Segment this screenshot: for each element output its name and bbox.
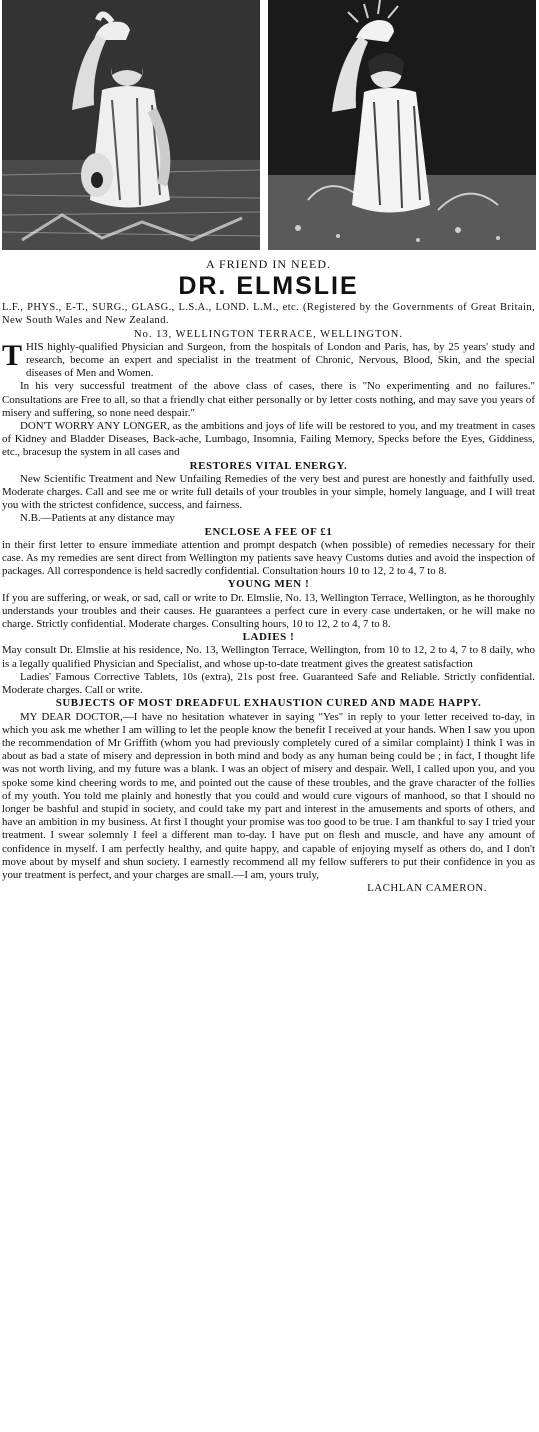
advertisement-text [2, 258, 535, 895]
fee-paragraph: in their first letter to ensure immediate attention and prompt despatch (when possible) of remedies necessary for their case. As my remedies are sent direct from Wellington my patients save heavy Customs duties and avoid the inspection of packages. All correspondence is held sacredly confidential. Consultation hours 10 to 12, 2 to 4, 7 to 8. [2, 538, 535, 578]
fee-heading: ENCLOSE A FEE OF £1 [204, 525, 333, 538]
young-men-heading: YOUNG MEN ! [227, 578, 310, 591]
tablets-paragraph: Ladies' Famous Corrective Tablets, 10s (extra), 21s post free. Guaranteed Safe and Reliable. Strictly confidential. Moderate charges. Call or write. [2, 670, 535, 697]
dont-worry-paragraph: DON'T WORRY ANY LONGER, as the ambitions and joys of life will be restored to you, and my treatment in cases of Kidney and Bladder Diseases, Back-ache, Lumbago, Insomnia, Failing Memory, Specks before the Eyes, Giddiness, etc., bracesup the system in all cases and [2, 420, 535, 459]
ladies-heading: LADIES ! [242, 631, 295, 644]
qualifications: L.F., PHYS., E-T., SURG., GLASG., L.S.A., LOND. L.M., etc. (Registered by the Governments of Great Britain, New South Wales and New Zealand. [2, 302, 535, 327]
intro-paragraph [2, 338, 535, 381]
restores-heading: RESTORES VITAL ENERGY. [189, 459, 348, 472]
left-figure-illustration [2, 0, 260, 250]
no-experimenting-paragraph: In his very successful treatment of the above class of cases, there is "No experimenting and no failures." Consultations are Free to all, so that a friendly chat either personally or by letter costs nothing, and may save you years of misery and suffering, so none need despair." [2, 380, 535, 419]
drop-cap: T [2, 338, 23, 372]
right-figure-illustration [268, 0, 536, 250]
young-men-paragraph: If you are suffering, or weak, or sad, call or write to Dr. Elmslie, No. 13, Wellington Terrace, Wellington, as he thoroughly understands your troubles and their causes. He guarantees a perfect cure in every case undertaken, or he will make no charge. Strictly confidential. Moderate charges. Consulting hours, 10 to 12, 2 to 4, 7 to 8. [2, 591, 535, 631]
doctor-name: DR. ELMSLIE [178, 272, 359, 301]
restores-paragraph: New Scientific Treatment and New Unfailing Remedies of the very best and purest are honestly and faithfully used. Moderate charges. Call and see me or write full details of your troubles in your simple, homely language, and I will treat you with the strictest confidence, success, and fairness. [2, 472, 535, 512]
address-line: No. 13, WELLINGTON TERRACE, WELLINGTON. [133, 328, 403, 340]
tagline: A FRIEND IN NEED. [206, 257, 331, 271]
intro-text: HIS highly-qualified Physician and Surgeon, from the hospitals of London and Paris, has, by 25 years' study and research, become an expert and specialist in the treatment of Chronic, Nervous, Blood, Skin, and the special diseases of Men and Women. [26, 340, 535, 380]
testimonial-heading: SUBJECTS OF MOST DREADFUL EXHAUSTION CURED AND MADE HAPPY. [55, 697, 482, 710]
illustration-row [0, 0, 539, 250]
testimonial-letter: MY DEAR DOCTOR,—I have no hesitation whatever in saying "Yes" in reply to your letter received to-day, in which you ask me whether I am willing to let the people know the benefit I received at your hands. When I saw you upon the recommendation of Mr Griffith (whom you had previously completely cured of a similar complaint) I think I was in about as bad a state of misery and depression in both mind and body as any human being could be ; in fact, I thought life was not worth living, and my future was a blank. I was an object of misery and despair. Well, I called upon you, and you spoke some kind cheering words to me, and pointed out the cause of these troubles, and the grave character of the follies of my youth. You told me plainly and honestly that you could and would cure vigours of manhood, so that I should no longer be bashful and stupid in society, and could take my part and interest in the amusements and sports of others, and have an ambition in my business. At first I thought your promise was too good to be true. I am thankful to say I tried your treatment. I swear solemnly I feel a different man to-day. I have put on flesh and muscle, and have any amount of confidence in myself. I am perfectly healthy, and quite happy, and capable of enjoying myself as others do, and I don't move about by myself and shun society. I earnestly recommend all my fellow sufferers to put their confidence in you as your treatment is perfect, and your charges are small.—I am, yours truly, [2, 710, 535, 881]
ladies-paragraph: May consult Dr. Elmslie at his residence, No. 13, Wellington Terrace, Wellington, from 10 to 12, 2 to 4, 7 to 8 daily, who is a legally qualified Physician and Specialist, and whose up-to-date treatment gives the greatest satisfaction [2, 644, 535, 670]
nb-line: N.B.—Patients at any distance may [20, 512, 175, 525]
testimonial-signature: LACHLAN CAMERON. [367, 882, 487, 895]
